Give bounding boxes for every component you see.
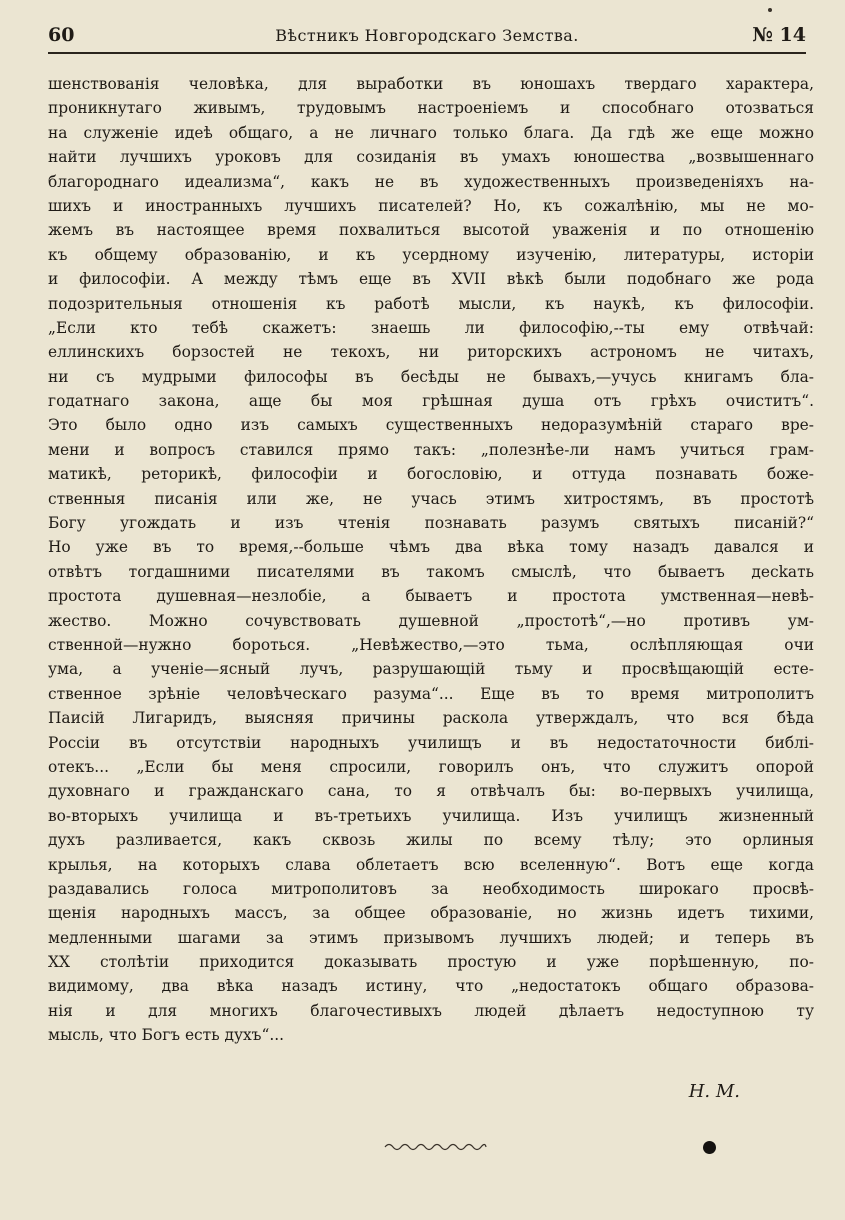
text-line: жемъ въ настоящее время похвалиться высотой уваженія и по отношенію xyxy=(48,221,814,240)
page-header xyxy=(48,20,806,54)
text-line: Это было одно изъ самыхъ существенныхъ недоразумѣній стараго вре- xyxy=(48,416,814,435)
text-line: найти лучшихъ уроковъ для созиданія въ умахъ юношества „возвышеннаго xyxy=(48,148,814,167)
text-line: и философіи. А между тѣмъ еще въ XVII вѣкѣ были подобнаго же рода xyxy=(48,270,814,289)
text-line: „Если кто тебѣ скажетъ: знаешь ли философію,--ты ему отвѣчай: xyxy=(48,318,814,337)
text-line: матикѣ, реторикѣ, философіи и богословію, и оттуда познавать боже- xyxy=(48,465,814,484)
text-line: медленными шагами за этимъ призывомъ лучшихъ людей; и теперь въ xyxy=(48,928,814,947)
text-line: XX столѣтіи приходится доказывать простую и уже порѣшенную, по- xyxy=(48,953,814,972)
text-line: раздавались голоса митрополитовъ за необходимость широкаго просвѣ- xyxy=(48,879,814,898)
text-line: духовнаго и гражданскаго сана, то я отвѣчалъ бы: во-первыхъ училища, xyxy=(48,782,814,801)
text-line: отвѣтъ тогдашними писателями въ такомъ смыслѣ, что бываетъ десkать xyxy=(48,562,814,581)
text-line: ни съ мудрыми философы въ бесѣды не бывахъ,—учусь книгамъ бла- xyxy=(48,367,814,386)
text-line: проникнутаго живымъ, трудовымъ настроеніемъ и способнаго отозваться xyxy=(48,99,814,118)
author-signature: Н. М. xyxy=(688,1081,740,1102)
text-line: шихъ и иностранныхъ лучшихъ писателей? Но, къ сожалѣнію, мы не мо- xyxy=(48,196,814,215)
ink-dot xyxy=(703,1141,716,1154)
text-line: во-вторыхъ училища и въ-третьихъ училища. Изъ училищъ жизненный xyxy=(48,806,814,825)
text-line: Паисій Лигаридъ, выясняя причины раскола утверждалъ, что вся бѣда xyxy=(48,709,814,728)
text-line: простота душевная—незлобіе, а бываетъ и простота умственная—невѣ- xyxy=(48,587,814,606)
text-line: жество. Можно сочувствовать душевной „простотѣ“,—но противъ ум- xyxy=(48,611,814,630)
text-line: отекъ... „Если бы меня спросили, говорилъ онъ, что служитъ опорой xyxy=(48,757,814,776)
text-line: ственной—нужно бороться. „Невѣжество,—это тьма, ослѣпляющая очи xyxy=(48,635,814,654)
ink-speck xyxy=(768,8,772,12)
text-line: щенія народныхъ массъ, за общее образованіе, но жизнь идетъ тихими, xyxy=(48,904,814,923)
text-line: крылья, на которыхъ слава облетаетъ всю вселенную“. Вотъ еще когда xyxy=(48,855,814,874)
text-line: видимому, два вѣка назадъ истину, что „недостатокъ общаго образова- xyxy=(48,977,814,996)
running-title: Вѣстникъ Новгородскаго Земства. xyxy=(275,26,579,45)
text-line: нія и для многихъ благочестивыхъ людей дѣлаетъ недоступною ту xyxy=(48,1001,814,1020)
text-line: на служеніе идеѣ общаго, а не личнаго только блага. Да гдѣ же еще можно xyxy=(48,123,814,142)
text-line: ственныя писанія или же, не учась этимъ хитростямъ, въ простотѣ xyxy=(48,489,814,508)
text-line: ственное зрѣніе человѣческаго разума“... Еще въ то время митрополитъ xyxy=(48,684,814,703)
text-line: Но уже въ то время,--больше чѣмъ два вѣка тому назадъ давался и xyxy=(48,538,814,557)
text-line: къ общему образованію, и къ усердному изученію, литературы, исторіи xyxy=(48,245,814,264)
text-line: Россіи въ отсутствіи народныхъ училищъ и въ недостаточности библі- xyxy=(48,733,814,752)
text-line: благороднаго идеализма“, какъ не въ художественныхъ произведеніяхъ на- xyxy=(48,172,814,191)
page-number: 60 xyxy=(48,24,75,46)
text-line: еллинскихъ борзостей не текохъ, ни риторскихъ астрономъ не читахъ, xyxy=(48,343,814,362)
text-line: духъ разливается, какъ сквозь жилы по всему тѣлу; это орлиныя xyxy=(48,831,814,850)
issue-number: № 14 xyxy=(752,24,806,46)
text-line: ума, а ученіе—ясный лучъ, разрушающій тьму и просвѣщающій есте- xyxy=(48,660,814,679)
text-line: годатнаго закона, аще бы моя грѣшная душа отъ грѣхъ очиститъ“. xyxy=(48,392,814,411)
text-line: Богу угождать и изъ чтенія познавать разумъ святыхъ писаній?“ xyxy=(48,514,814,533)
body-text xyxy=(48,72,814,1048)
text-line: шенствованія человѣка, для выработки въ юношахъ твердаго характера, xyxy=(48,75,814,93)
ornamental-flourish xyxy=(383,1140,488,1154)
text-line: мысль, что Богъ есть духъ“... xyxy=(48,1026,285,1045)
text-line: мени и вопросъ ставился прямо такъ: „полезнѣе-ли намъ учиться грам- xyxy=(48,440,814,459)
text-line: подозрительныя отношенія къ работѣ мысли, къ наукѣ, къ философіи. xyxy=(48,294,814,313)
